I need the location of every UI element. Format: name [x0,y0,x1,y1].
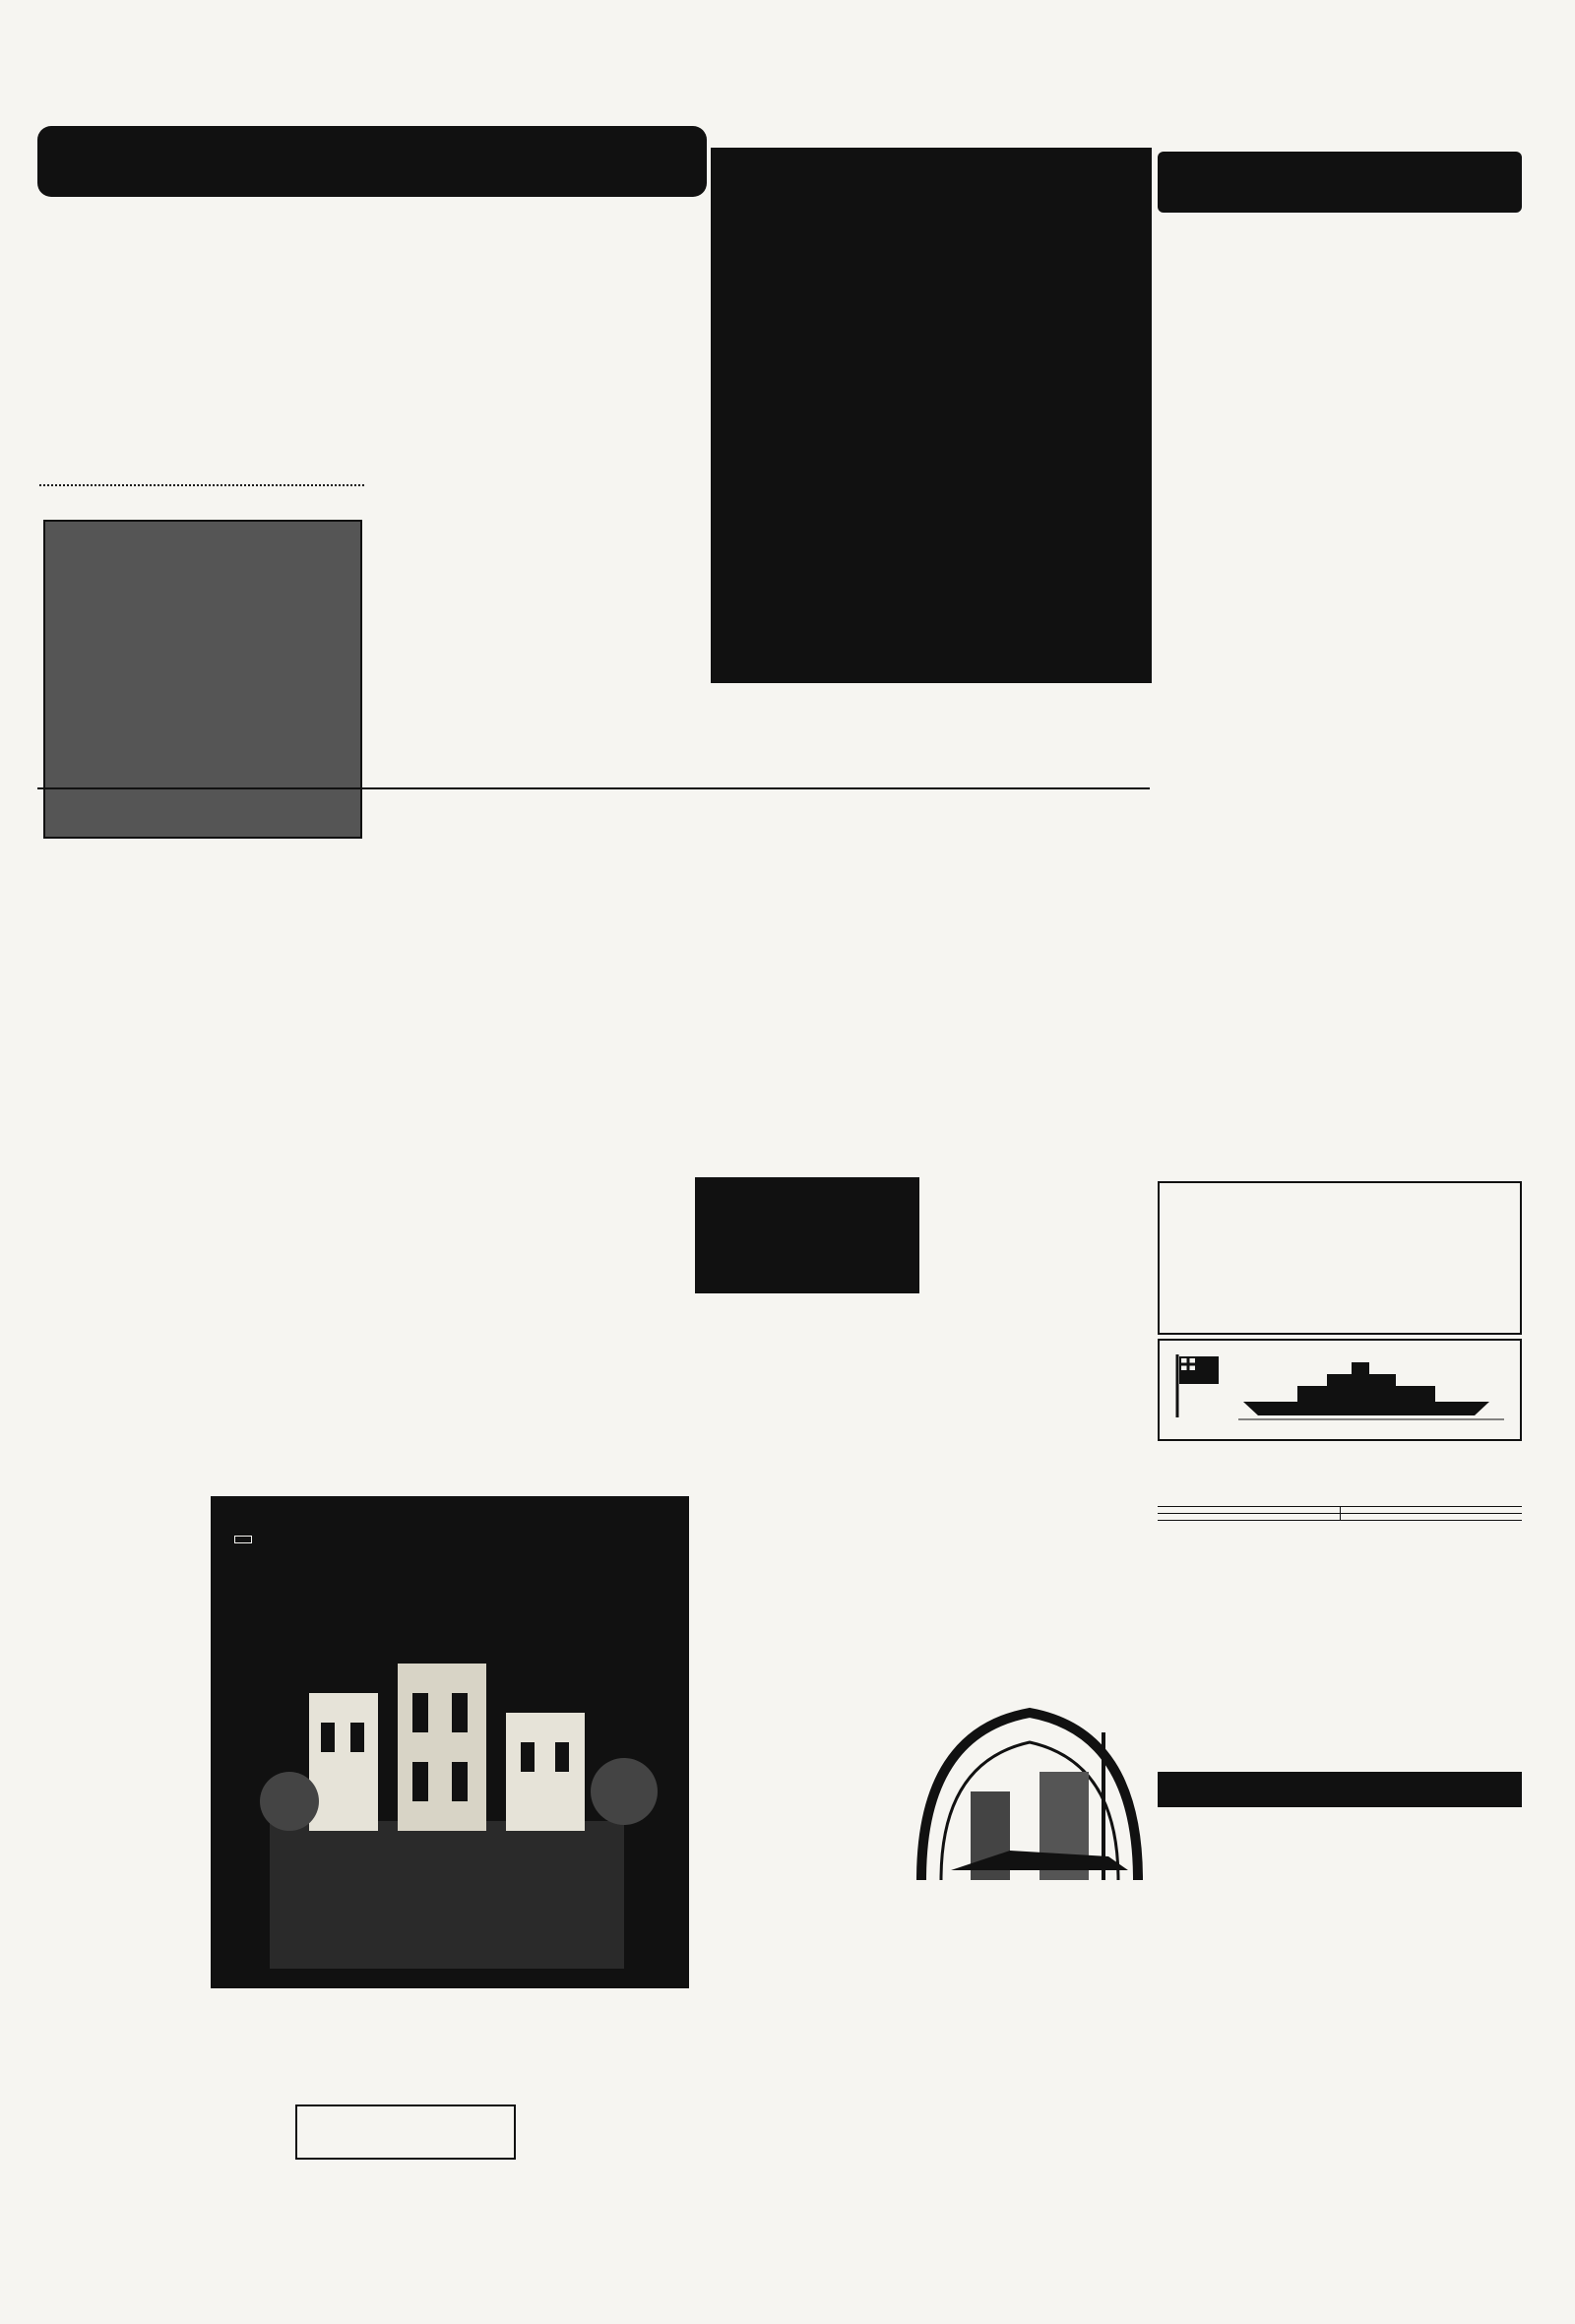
ship-icon [1238,1354,1504,1423]
britain-body-2 [211,890,366,1284]
down-clues [532,230,669,526]
nomikos-schedule [1158,1837,1522,1843]
business-ad-body [211,1311,368,1390]
driving-school-ad [1158,1181,1522,1335]
oxi-headline-box [695,1177,919,1293]
venice-illustration [912,1673,1148,1890]
address-change-body [211,1413,368,1473]
across-clues [39,230,203,526]
shipping-schedule [1158,1506,1522,1527]
lower-clues-2 [837,689,984,797]
nomikos-title-bar [1158,1772,1522,1807]
hotel-classified [541,1398,689,1476]
oxi-body [695,1307,915,1478]
britain-body-3 [374,890,532,1284]
elmes-ad [1158,1339,1522,1441]
neap-ad [211,1496,689,2097]
flag-icon [1169,1350,1228,1419]
solutions-heading [39,484,364,490]
neap-slogan-box [295,2104,516,2160]
neap-ad-title [234,1536,252,1543]
oil-lebanon-body [925,1059,1148,1187]
oil-body [695,902,914,1148]
lower-clues-3 [994,689,1142,797]
lower-clues [679,689,829,797]
cruise-ad [689,1673,1148,2185]
mid-clues-1 [213,215,360,526]
oil-saudi-body [925,1209,1148,1327]
solutions-grid [43,520,362,839]
crossword-masthead [37,126,707,197]
acropolis-illustration [211,1575,689,1988]
racing-masthead [1158,152,1522,213]
crossword-grid[interactable] [711,148,1152,683]
britain-body [39,890,202,1884]
oil-body-2 [925,886,1148,1034]
crossword-row-numbers [689,148,709,679]
london-body [541,923,689,1288]
mid-clues-2 [372,215,520,526]
section-divider [37,787,1150,789]
oil-israel-body [925,1350,1148,1478]
